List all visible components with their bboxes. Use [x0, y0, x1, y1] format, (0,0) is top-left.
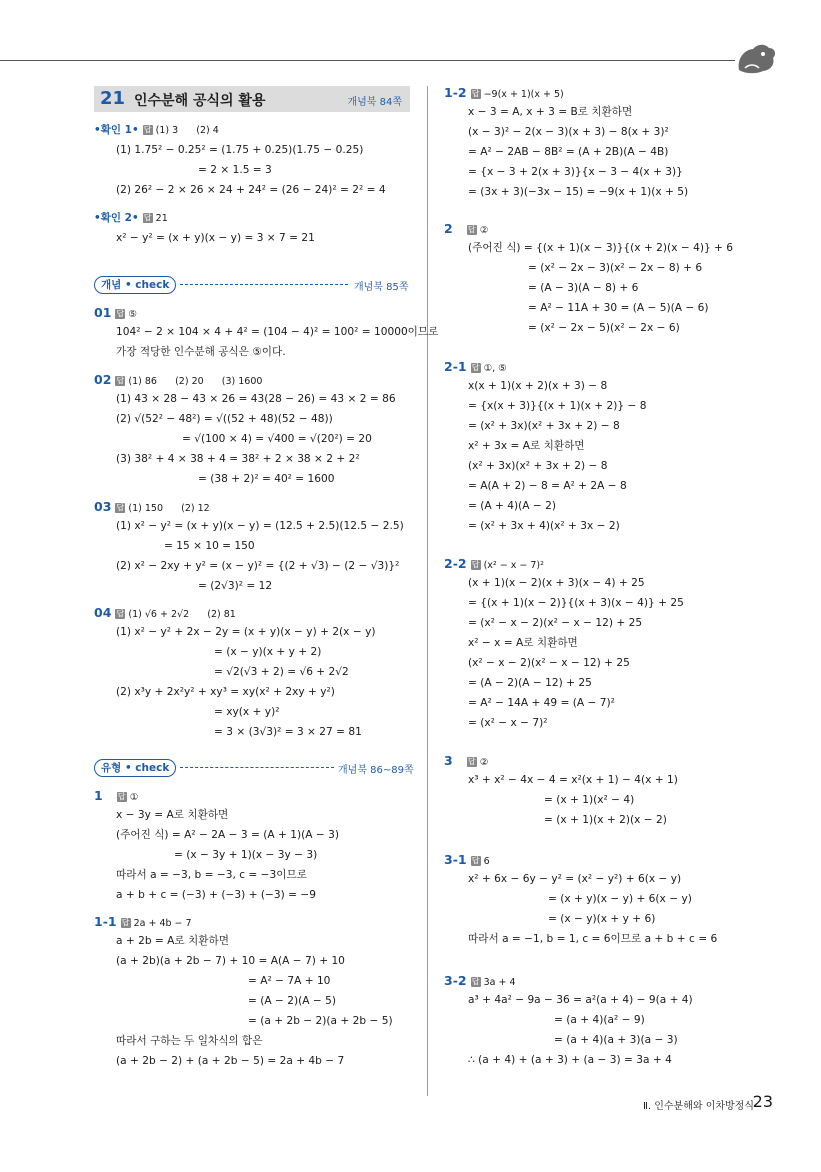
solution-line: (x² + 3x)(x² + 3x + 2) − 8: [468, 460, 608, 472]
solution-line: x² − y² = (x + y)(x − y) = 3 × 7 = 21: [116, 232, 315, 244]
solution-line: (2) √(52² − 48²) = √((52 + 48)(52 − 48)): [116, 413, 333, 425]
answer-text: 2a + 4b − 7: [133, 918, 192, 929]
solution-line: (x − 3)² − 2(x − 3)(x + 3) − 8(x + 3)²: [468, 126, 669, 138]
solution-line: = (38 + 2)² = 40² = 1600: [198, 473, 335, 485]
problem-number: 1-1: [94, 914, 117, 929]
solution-line: = (x + 1)(x² − 4): [544, 794, 635, 806]
solution-line: 104² − 2 × 104 × 4 + 4² = (104 − 4)² = 100² = 10000이므로: [116, 326, 439, 338]
solution-line: = (A + 4)(A − 2): [468, 500, 556, 512]
solution-line: 따라서 a = −1, b = 1, c = 6이므로 a + b + c = 6: [468, 933, 718, 945]
answer-text: ①: [129, 792, 139, 803]
solution-line: x − 3y = A로 치환하면: [116, 809, 229, 821]
problem-number: 01: [94, 305, 112, 320]
dashed-rule: [180, 767, 334, 768]
solution-line: = (3x + 3)(−3x − 15) = −9(x + 1)(x + 5): [468, 186, 689, 198]
check-tag: •확인 2•: [94, 212, 139, 224]
answer-badge: 답: [116, 609, 125, 618]
problem-number: 2-1: [444, 359, 467, 374]
answer-badge: 답: [116, 376, 125, 385]
solution-line: = √2(√3 + 2) = √6 + 2√2: [214, 666, 349, 678]
solution-line: 따라서 구하는 두 일차식의 합은: [116, 1035, 263, 1047]
solution-line: = (a + 4)(a + 3)(a − 3): [554, 1034, 678, 1046]
lesson-header: [94, 86, 410, 112]
solution-line: 따라서 a = −3, b = −3, c = −3이므로: [116, 869, 307, 881]
answer-text: ②: [479, 757, 489, 768]
answer-text: −9(x + 1)(x + 5): [483, 89, 564, 100]
solution-line: (a + 2b)(a + 2b − 7) + 10 = A(A − 7) + 10: [116, 955, 345, 967]
solution-line: = (x − 3y + 1)(x − 3y − 3): [174, 849, 318, 861]
answer-text: (1) √6 + 2√2 (2) 81: [128, 609, 236, 620]
problem-number: 3-1: [444, 852, 467, 867]
solution-line: = (x² − 2x − 3)(x² − 2x − 8) + 6: [528, 262, 703, 274]
type-check-ref: 개념북 86~89쪽: [338, 765, 414, 776]
answer-badge: 답: [121, 918, 130, 927]
answer-badge: 답: [471, 363, 480, 372]
solution-line: = (x² + 3x + 4)(x² + 3x − 2): [468, 520, 620, 532]
solution-line: (x + 1)(x − 2)(x + 3)(x − 4) + 25: [468, 577, 645, 589]
solution-line: = (x + y)(x − y) + 6(x − y): [548, 893, 692, 905]
solution-line: = (2√3)² = 12: [198, 580, 273, 592]
problem-number: 3: [444, 753, 453, 768]
solution-line: = xy(x + y)²: [214, 706, 280, 718]
solution-line: a + 2b = A로 치환하면: [116, 935, 229, 947]
answer-badge: 답: [471, 560, 480, 569]
lesson-number: 21: [100, 88, 126, 109]
page-number: 23: [752, 1092, 773, 1111]
answer-badge: 답: [143, 125, 152, 134]
answer-text: (x² − x − 7)²: [483, 560, 544, 571]
column-divider: [427, 86, 428, 1096]
lesson-title: 인수분해 공식의 활용: [134, 93, 266, 109]
solution-line: (2) 26² − 2 × 26 × 24 + 24² = (26 − 24)² = 2² = 4: [116, 184, 386, 196]
solution-line: = A² − 2AB − 8B² = (A + 2B)(A − 4B): [468, 146, 669, 158]
solution-line: x − 3 = A, x + 3 = B로 치환하면: [468, 106, 633, 118]
dashed-rule: [180, 284, 348, 285]
answer-text: (1) 150 (2) 12: [128, 503, 210, 514]
solution-line: = (x² + 3x)(x² + 3x + 2) − 8: [468, 420, 620, 432]
answer-badge: 답: [116, 309, 125, 318]
answer-badge: 답: [116, 503, 125, 512]
solution-line: (1) 1.75² − 0.25² = (1.75 + 0.25)(1.75 − 0.25): [116, 144, 364, 156]
solution-line: = (x² − x − 7)²: [468, 717, 548, 729]
answer-text: 6: [483, 856, 490, 867]
solution-line: (1) 43 × 28 − 43 × 26 = 43(28 − 26) = 43 × 2 = 86: [116, 393, 396, 405]
solution-line: (3) 38² + 4 × 38 + 4 = 38² + 2 × 38 × 2 + 2²: [116, 453, 360, 465]
solution-line: x(x + 1)(x + 2)(x + 3) − 8: [468, 380, 608, 392]
solution-line: (2) x³y + 2x²y² + xy³ = xy(x² + 2xy + y²): [116, 686, 335, 698]
concept-check-label: 개념 • check: [94, 276, 176, 294]
solution-line: = {x − 3 + 2(x + 3)}{x − 3 − 4(x + 3)}: [468, 166, 683, 178]
problem-number: 02: [94, 372, 112, 387]
answer-badge: 답: [471, 977, 480, 986]
problem-number: 3-2: [444, 973, 467, 988]
answer-badge: 답: [117, 792, 126, 801]
solution-line: x² + 3x = A로 치환하면: [468, 440, 585, 452]
solution-line: (주어진 식) = A² − 2A − 3 = (A + 1)(A − 3): [116, 829, 339, 841]
solution-line: x² + 6x − 6y − y² = (x² − y²) + 6(x − y): [468, 873, 682, 885]
top-rule: [0, 60, 735, 61]
solution-line: = √(100 × 4) = √400 = √(20²) = 20: [182, 433, 372, 445]
solution-line: = (A − 3)(A − 8) + 6: [528, 282, 639, 294]
answer-badge: 답: [471, 89, 480, 98]
answer-badge: 답: [467, 225, 476, 234]
answer-text: ①, ⑤: [483, 363, 507, 374]
solution-line: = A(A + 2) − 8 = A² + 2A − 8: [468, 480, 627, 492]
answer-text: 21: [155, 213, 168, 224]
solution-line: = (A − 2)(A − 12) + 25: [468, 677, 592, 689]
check-tag: •확인 1•: [94, 124, 139, 136]
solution-line: = (x + 1)(x + 2)(x − 2): [544, 814, 667, 826]
solution-line: (주어진 식) = {(x + 1)(x − 3)}{(x + 2)(x − 4)} + 6: [468, 242, 734, 254]
solution-line: (x² − x − 2)(x² − x − 12) + 25: [468, 657, 630, 669]
problem-number: 2: [444, 221, 453, 236]
solution-line: (a + 2b − 2) + (a + 2b − 5) = 2a + 4b − 7: [116, 1055, 345, 1067]
solution-line: x³ + x² − 4x − 4 = x²(x + 1) − 4(x + 1): [468, 774, 678, 786]
answer-text: ⑤: [128, 309, 137, 320]
problem-number: 2-2: [444, 556, 467, 571]
solution-line: = 3 × (3√3)² = 3 × 27 = 81: [214, 726, 362, 738]
solution-line: = A² − 14A + 49 = (A − 7)²: [468, 697, 615, 709]
solution-line: x² − x = A로 치환하면: [468, 637, 578, 649]
solution-line: = (x − y)(x + y + 2): [214, 646, 322, 658]
answer-badge: 답: [143, 213, 152, 222]
solution-line: 가장 적당한 인수분해 공식은 ⑤이다.: [116, 346, 286, 358]
answer-text: (1) 86 (2) 20 (3) 1600: [128, 376, 263, 387]
concept-check-ref: 개념북 85쪽: [354, 282, 409, 293]
solution-line: a + b + c = (−3) + (−3) + (−3) = −9: [116, 889, 316, 901]
problem-number: 03: [94, 499, 112, 514]
problem-number: 1: [94, 788, 103, 803]
solution-line: = A² − 11A + 30 = (A − 5)(A − 6): [528, 302, 709, 314]
problem-number: 04: [94, 605, 112, 620]
solution-line: = (x² − x − 2)(x² − x − 12) + 25: [468, 617, 643, 629]
answer-text: ②: [479, 225, 489, 236]
solution-line: (1) x² − y² = (x + y)(x − y) = (12.5 + 2.5)(12.5 − 2.5): [116, 520, 404, 532]
solution-line: (1) x² − y² + 2x − 2y = (x + y)(x − y) + 2(x − y): [116, 626, 376, 638]
solution-line: = {x(x + 3)}{(x + 1)(x + 2)} − 8: [468, 400, 647, 412]
answer-badge: 답: [471, 856, 480, 865]
mascot-logo-icon: [733, 40, 777, 76]
type-check-label: 유형 • check: [94, 759, 176, 777]
lesson-ref: 개념북 84쪽: [347, 97, 402, 108]
solution-line: = (a + 2b − 2)(a + 2b − 5): [248, 1015, 393, 1027]
chapter-footer: Ⅱ. 인수분해와 이차방정식: [642, 1101, 754, 1112]
answer-badge: 답: [467, 757, 476, 766]
solution-line: = 15 × 10 = 150: [164, 540, 255, 552]
solution-line: = A² − 7A + 10: [248, 975, 331, 987]
solution-line: a³ + 4a² − 9a − 36 = a²(a + 4) − 9(a + 4): [468, 994, 693, 1006]
solution-line: (2) x² − 2xy + y² = (x − y)² = {(2 + √3) − (2 − √3)}²: [116, 560, 400, 572]
answer-text: (1) 3 (2) 4: [155, 125, 219, 136]
solution-line: ∴ (a + 4) + (a + 3) + (a − 3) = 3a + 4: [468, 1054, 672, 1066]
answer-text: 3a + 4: [483, 977, 516, 988]
solution-line: = (x² − 2x − 5)(x² − 2x − 6): [528, 322, 680, 334]
solution-line: = (x − y)(x + y + 6): [548, 913, 656, 925]
problem-number: 1-2: [444, 85, 467, 100]
solution-line: = 2 × 1.5 = 3: [198, 164, 272, 176]
solution-line: = (A − 2)(A − 5): [248, 995, 336, 1007]
solution-line: = (a + 4)(a² − 9): [554, 1014, 645, 1026]
solution-line: = {(x + 1)(x − 2)}{(x + 3)(x − 4)} + 25: [468, 597, 684, 609]
